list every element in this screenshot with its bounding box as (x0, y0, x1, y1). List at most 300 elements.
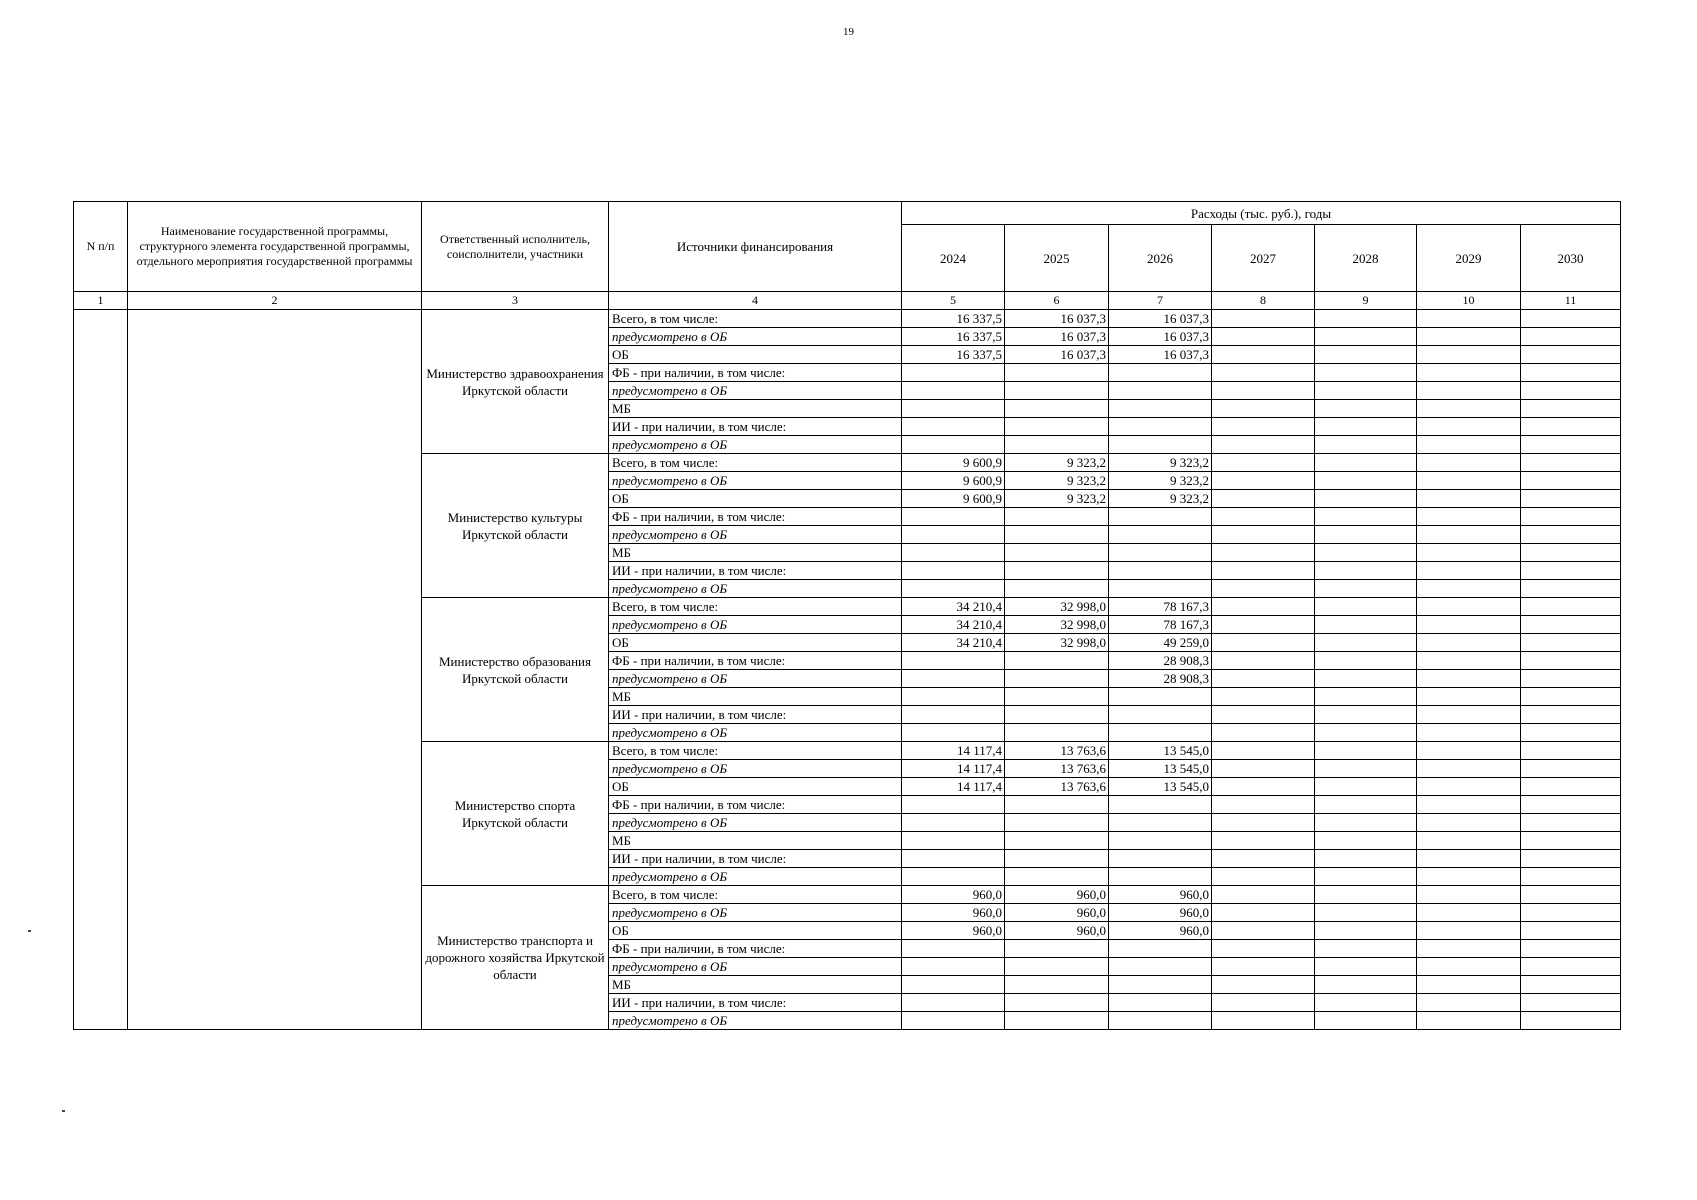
value-cell: 16 337,5 (902, 328, 1005, 346)
value-cell (1109, 706, 1212, 724)
value-cell (902, 850, 1005, 868)
value-cell (1212, 382, 1315, 400)
value-cell (1212, 454, 1315, 472)
value-cell (1521, 994, 1621, 1012)
value-cell (1417, 598, 1521, 616)
value-cell (1212, 400, 1315, 418)
value-cell (1212, 346, 1315, 364)
source-cell: МБ (609, 976, 902, 994)
value-cell (1315, 850, 1417, 868)
value-cell (1521, 814, 1621, 832)
value-cell (1212, 580, 1315, 598)
source-cell: предусмотрено в ОБ (609, 814, 902, 832)
value-cell: 14 117,4 (902, 778, 1005, 796)
value-cell (902, 418, 1005, 436)
value-cell (902, 526, 1005, 544)
year-2028: 2028 (1315, 225, 1417, 292)
value-cell: 16 337,5 (902, 310, 1005, 328)
value-cell (1417, 742, 1521, 760)
source-cell: ФБ - при наличии, в том числе: (609, 508, 902, 526)
value-cell: 49 259,0 (1109, 634, 1212, 652)
source-cell: Всего, в том числе: (609, 886, 902, 904)
value-cell (1521, 472, 1621, 490)
col-number: 11 (1521, 292, 1621, 310)
value-cell (1417, 958, 1521, 976)
value-cell (1417, 1012, 1521, 1030)
col-number: 9 (1315, 292, 1417, 310)
value-cell (1005, 580, 1109, 598)
value-cell (1109, 958, 1212, 976)
value-cell (1417, 472, 1521, 490)
value-cell (1521, 598, 1621, 616)
source-cell: предусмотрено в ОБ (609, 382, 902, 400)
value-cell (1315, 976, 1417, 994)
source-cell: предусмотрено в ОБ (609, 616, 902, 634)
value-cell: 14 117,4 (902, 760, 1005, 778)
value-cell: 16 037,3 (1005, 310, 1109, 328)
value-cell (1212, 1012, 1315, 1030)
value-cell (1521, 544, 1621, 562)
source-cell: МБ (609, 688, 902, 706)
value-cell (902, 1012, 1005, 1030)
value-cell (1521, 688, 1621, 706)
value-cell (1417, 364, 1521, 382)
value-cell (1315, 868, 1417, 886)
value-cell (1417, 400, 1521, 418)
value-cell: 960,0 (902, 904, 1005, 922)
value-cell: 960,0 (1005, 904, 1109, 922)
value-cell (1005, 382, 1109, 400)
value-cell (1212, 760, 1315, 778)
header-executor: Ответственный исполнитель, соисполнители, участники (422, 202, 609, 292)
value-cell (1005, 670, 1109, 688)
value-cell: 78 167,3 (1109, 616, 1212, 634)
value-cell: 34 210,4 (902, 616, 1005, 634)
value-cell (1315, 544, 1417, 562)
value-cell (1315, 958, 1417, 976)
value-cell: 13 545,0 (1109, 760, 1212, 778)
source-cell: ИИ - при наличии, в том числе: (609, 562, 902, 580)
value-cell (1109, 562, 1212, 580)
year-2030: 2030 (1521, 225, 1621, 292)
value-cell (902, 958, 1005, 976)
value-cell (1212, 868, 1315, 886)
value-cell (1521, 778, 1621, 796)
value-cell (902, 706, 1005, 724)
value-cell (1417, 670, 1521, 688)
value-cell (1417, 760, 1521, 778)
value-cell (1521, 670, 1621, 688)
source-cell: Всего, в том числе: (609, 454, 902, 472)
value-cell (1315, 364, 1417, 382)
value-cell (902, 976, 1005, 994)
value-cell (1212, 850, 1315, 868)
value-cell (1521, 760, 1621, 778)
source-cell: ИИ - при наличии, в том числе: (609, 706, 902, 724)
value-cell (1521, 418, 1621, 436)
value-cell: 14 117,4 (902, 742, 1005, 760)
source-cell: предусмотрено в ОБ (609, 724, 902, 742)
value-cell (1109, 1012, 1212, 1030)
value-cell (1109, 832, 1212, 850)
value-cell (1521, 922, 1621, 940)
value-cell (1109, 850, 1212, 868)
value-cell (1417, 976, 1521, 994)
value-cell (1521, 400, 1621, 418)
value-cell (1212, 616, 1315, 634)
value-cell (1315, 400, 1417, 418)
value-cell (902, 994, 1005, 1012)
value-cell (1521, 490, 1621, 508)
value-cell (1109, 724, 1212, 742)
value-cell (1005, 544, 1109, 562)
value-cell: 9 323,2 (1109, 490, 1212, 508)
financing-table (73, 201, 1621, 1030)
value-cell (1315, 814, 1417, 832)
value-cell (1417, 490, 1521, 508)
value-cell (1315, 418, 1417, 436)
value-cell (1315, 994, 1417, 1012)
value-cell (1315, 688, 1417, 706)
header-source: Источники финансирования (609, 202, 902, 292)
value-cell (1417, 868, 1521, 886)
value-cell: 9 600,9 (902, 490, 1005, 508)
col-number: 5 (902, 292, 1005, 310)
value-cell: 960,0 (1109, 904, 1212, 922)
value-cell (1109, 940, 1212, 958)
value-cell (1005, 688, 1109, 706)
value-cell (1005, 958, 1109, 976)
value-cell (1315, 346, 1417, 364)
value-cell: 960,0 (902, 886, 1005, 904)
source-cell: ОБ (609, 778, 902, 796)
value-cell (902, 436, 1005, 454)
value-cell (1521, 382, 1621, 400)
value-cell (1005, 796, 1109, 814)
value-cell: 9 323,2 (1005, 490, 1109, 508)
value-cell (1212, 490, 1315, 508)
source-cell: ИИ - при наличии, в том числе: (609, 850, 902, 868)
value-cell (1109, 526, 1212, 544)
source-cell: предусмотрено в ОБ (609, 904, 902, 922)
value-cell (902, 868, 1005, 886)
value-cell (1212, 526, 1315, 544)
value-cell (1521, 526, 1621, 544)
source-cell: ФБ - при наличии, в том числе: (609, 940, 902, 958)
value-cell (1417, 706, 1521, 724)
source-cell: предусмотрено в ОБ (609, 868, 902, 886)
value-cell (1521, 562, 1621, 580)
value-cell (1109, 868, 1212, 886)
value-cell: 960,0 (902, 922, 1005, 940)
value-cell (1315, 580, 1417, 598)
value-cell (902, 832, 1005, 850)
source-cell: Всего, в том числе: (609, 310, 902, 328)
value-cell (1315, 436, 1417, 454)
value-cell (1109, 688, 1212, 706)
value-cell (1417, 832, 1521, 850)
value-cell (1315, 310, 1417, 328)
value-cell (1521, 436, 1621, 454)
value-cell: 16 037,3 (1109, 328, 1212, 346)
value-cell (1005, 562, 1109, 580)
col-number: 3 (422, 292, 609, 310)
source-cell: ОБ (609, 922, 902, 940)
value-cell (1212, 562, 1315, 580)
value-cell (1521, 310, 1621, 328)
value-cell: 16 037,3 (1109, 346, 1212, 364)
value-cell (1315, 706, 1417, 724)
executor-cell: Министерство спорта Иркутской области (422, 742, 609, 886)
value-cell: 16 037,3 (1005, 346, 1109, 364)
value-cell: 13 545,0 (1109, 778, 1212, 796)
value-cell (1109, 508, 1212, 526)
value-cell (1417, 544, 1521, 562)
value-cell (1417, 382, 1521, 400)
value-cell (1005, 526, 1109, 544)
table-body (74, 310, 1621, 1030)
value-cell: 34 210,4 (902, 634, 1005, 652)
value-cell (1005, 832, 1109, 850)
value-cell (1315, 670, 1417, 688)
value-cell (1005, 940, 1109, 958)
table-row (74, 310, 1621, 328)
value-cell: 9 323,2 (1109, 454, 1212, 472)
value-cell (1315, 634, 1417, 652)
value-cell (1109, 994, 1212, 1012)
source-cell: МБ (609, 544, 902, 562)
value-cell (1315, 778, 1417, 796)
value-cell (902, 652, 1005, 670)
value-cell (1417, 724, 1521, 742)
value-cell (1521, 616, 1621, 634)
value-cell (1005, 418, 1109, 436)
value-cell (1417, 346, 1521, 364)
value-cell (1315, 508, 1417, 526)
col-number: 7 (1109, 292, 1212, 310)
value-cell (1417, 922, 1521, 940)
value-cell (1212, 544, 1315, 562)
value-cell (1315, 562, 1417, 580)
value-cell (1005, 508, 1109, 526)
value-cell: 9 323,2 (1005, 454, 1109, 472)
value-cell (1212, 814, 1315, 832)
value-cell (1521, 454, 1621, 472)
value-cell (1417, 886, 1521, 904)
value-cell (1109, 544, 1212, 562)
value-cell (902, 508, 1005, 526)
value-cell (1212, 652, 1315, 670)
value-cell (1109, 418, 1212, 436)
value-cell (1521, 1012, 1621, 1030)
col-number: 8 (1212, 292, 1315, 310)
value-cell (1212, 922, 1315, 940)
source-cell: МБ (609, 832, 902, 850)
value-cell: 28 908,3 (1109, 670, 1212, 688)
executor-cell: Министерство образования Иркутской области (422, 598, 609, 742)
value-cell (1315, 940, 1417, 958)
value-cell: 32 998,0 (1005, 598, 1109, 616)
value-cell (1005, 436, 1109, 454)
source-cell: предусмотрено в ОБ (609, 526, 902, 544)
value-cell (1212, 832, 1315, 850)
value-cell (1417, 850, 1521, 868)
value-cell (1005, 1012, 1109, 1030)
source-cell: ФБ - при наличии, в том числе: (609, 652, 902, 670)
value-cell: 960,0 (1005, 886, 1109, 904)
value-cell (902, 364, 1005, 382)
year-2029: 2029 (1417, 225, 1521, 292)
col-number: 1 (74, 292, 128, 310)
source-cell: предусмотрено в ОБ (609, 1012, 902, 1030)
value-cell (902, 562, 1005, 580)
value-cell (902, 724, 1005, 742)
value-cell: 960,0 (1005, 922, 1109, 940)
value-cell (902, 814, 1005, 832)
value-cell (1005, 652, 1109, 670)
value-cell (1315, 472, 1417, 490)
source-cell: предусмотрено в ОБ (609, 328, 902, 346)
value-cell (1212, 886, 1315, 904)
value-cell: 28 908,3 (1109, 652, 1212, 670)
value-cell (1212, 904, 1315, 922)
value-cell (1521, 328, 1621, 346)
value-cell: 32 998,0 (1005, 634, 1109, 652)
executor-cell: Министерство культуры Иркутской области (422, 454, 609, 598)
value-cell (1417, 526, 1521, 544)
value-cell (1521, 958, 1621, 976)
source-cell: Всего, в том числе: (609, 742, 902, 760)
value-cell (1521, 706, 1621, 724)
value-cell (1521, 742, 1621, 760)
value-cell (1417, 634, 1521, 652)
value-cell (1005, 976, 1109, 994)
value-cell (1212, 958, 1315, 976)
value-cell: 32 998,0 (1005, 616, 1109, 634)
value-cell (1521, 868, 1621, 886)
value-cell (1005, 868, 1109, 886)
value-cell: 34 210,4 (902, 598, 1005, 616)
value-cell (1521, 634, 1621, 652)
source-cell: предусмотрено в ОБ (609, 760, 902, 778)
value-cell (1109, 976, 1212, 994)
value-cell (1005, 850, 1109, 868)
value-cell (1212, 688, 1315, 706)
source-cell: ОБ (609, 634, 902, 652)
value-cell (1315, 598, 1417, 616)
col-number: 10 (1417, 292, 1521, 310)
value-cell (1315, 832, 1417, 850)
value-cell (1521, 904, 1621, 922)
value-cell (1212, 940, 1315, 958)
value-cell (1417, 796, 1521, 814)
value-cell (1109, 382, 1212, 400)
value-cell (1109, 400, 1212, 418)
value-cell: 16 337,5 (902, 346, 1005, 364)
value-cell (1417, 994, 1521, 1012)
value-cell (1315, 382, 1417, 400)
value-cell (1315, 760, 1417, 778)
col-number: 2 (128, 292, 422, 310)
source-cell: МБ (609, 400, 902, 418)
value-cell (902, 580, 1005, 598)
year-2024: 2024 (902, 225, 1005, 292)
value-cell (1521, 652, 1621, 670)
value-cell (1315, 328, 1417, 346)
page-number: 19 (843, 26, 854, 38)
value-cell (1417, 940, 1521, 958)
value-cell: 9 323,2 (1109, 472, 1212, 490)
value-cell (1521, 976, 1621, 994)
value-cell (1212, 796, 1315, 814)
value-cell (902, 940, 1005, 958)
value-cell (1005, 994, 1109, 1012)
value-cell (1005, 364, 1109, 382)
value-cell (1315, 724, 1417, 742)
value-cell (1417, 814, 1521, 832)
value-cell (1212, 742, 1315, 760)
source-cell: ФБ - при наличии, в том числе: (609, 796, 902, 814)
value-cell (1212, 310, 1315, 328)
value-cell (1212, 436, 1315, 454)
source-cell: Всего, в том числе: (609, 598, 902, 616)
value-cell (902, 400, 1005, 418)
scan-speck (62, 1110, 65, 1112)
value-cell (1315, 742, 1417, 760)
value-cell (1417, 904, 1521, 922)
value-cell: 9 600,9 (902, 454, 1005, 472)
value-cell (1212, 670, 1315, 688)
col-number: 6 (1005, 292, 1109, 310)
value-cell (1212, 598, 1315, 616)
source-cell: предусмотрено в ОБ (609, 958, 902, 976)
source-cell: ИИ - при наличии, в том числе: (609, 994, 902, 1012)
col-number: 4 (609, 292, 902, 310)
value-cell (1521, 508, 1621, 526)
value-cell (1417, 418, 1521, 436)
value-cell (902, 382, 1005, 400)
value-cell (1417, 310, 1521, 328)
value-cell (1315, 886, 1417, 904)
value-cell (1521, 364, 1621, 382)
value-cell (1521, 940, 1621, 958)
value-cell (1315, 652, 1417, 670)
value-cell (1005, 706, 1109, 724)
source-cell: предусмотрено в ОБ (609, 472, 902, 490)
value-cell: 960,0 (1109, 922, 1212, 940)
value-cell (1212, 508, 1315, 526)
value-cell (1521, 850, 1621, 868)
value-cell (1521, 886, 1621, 904)
value-cell (1417, 778, 1521, 796)
executor-cell: Министерство здравоохранения Иркутской области (422, 310, 609, 454)
column-numbers-row (74, 292, 1621, 310)
value-cell (1315, 454, 1417, 472)
value-cell: 13 763,6 (1005, 760, 1109, 778)
value-cell (1109, 814, 1212, 832)
value-cell (1417, 562, 1521, 580)
value-cell (1212, 706, 1315, 724)
value-cell (902, 688, 1005, 706)
header-num: N п/п (74, 202, 128, 292)
value-cell (1417, 454, 1521, 472)
value-cell: 960,0 (1109, 886, 1212, 904)
value-cell (1521, 580, 1621, 598)
source-cell: ИИ - при наличии, в том числе: (609, 418, 902, 436)
value-cell (1109, 364, 1212, 382)
source-cell: предусмотрено в ОБ (609, 580, 902, 598)
value-cell (902, 670, 1005, 688)
